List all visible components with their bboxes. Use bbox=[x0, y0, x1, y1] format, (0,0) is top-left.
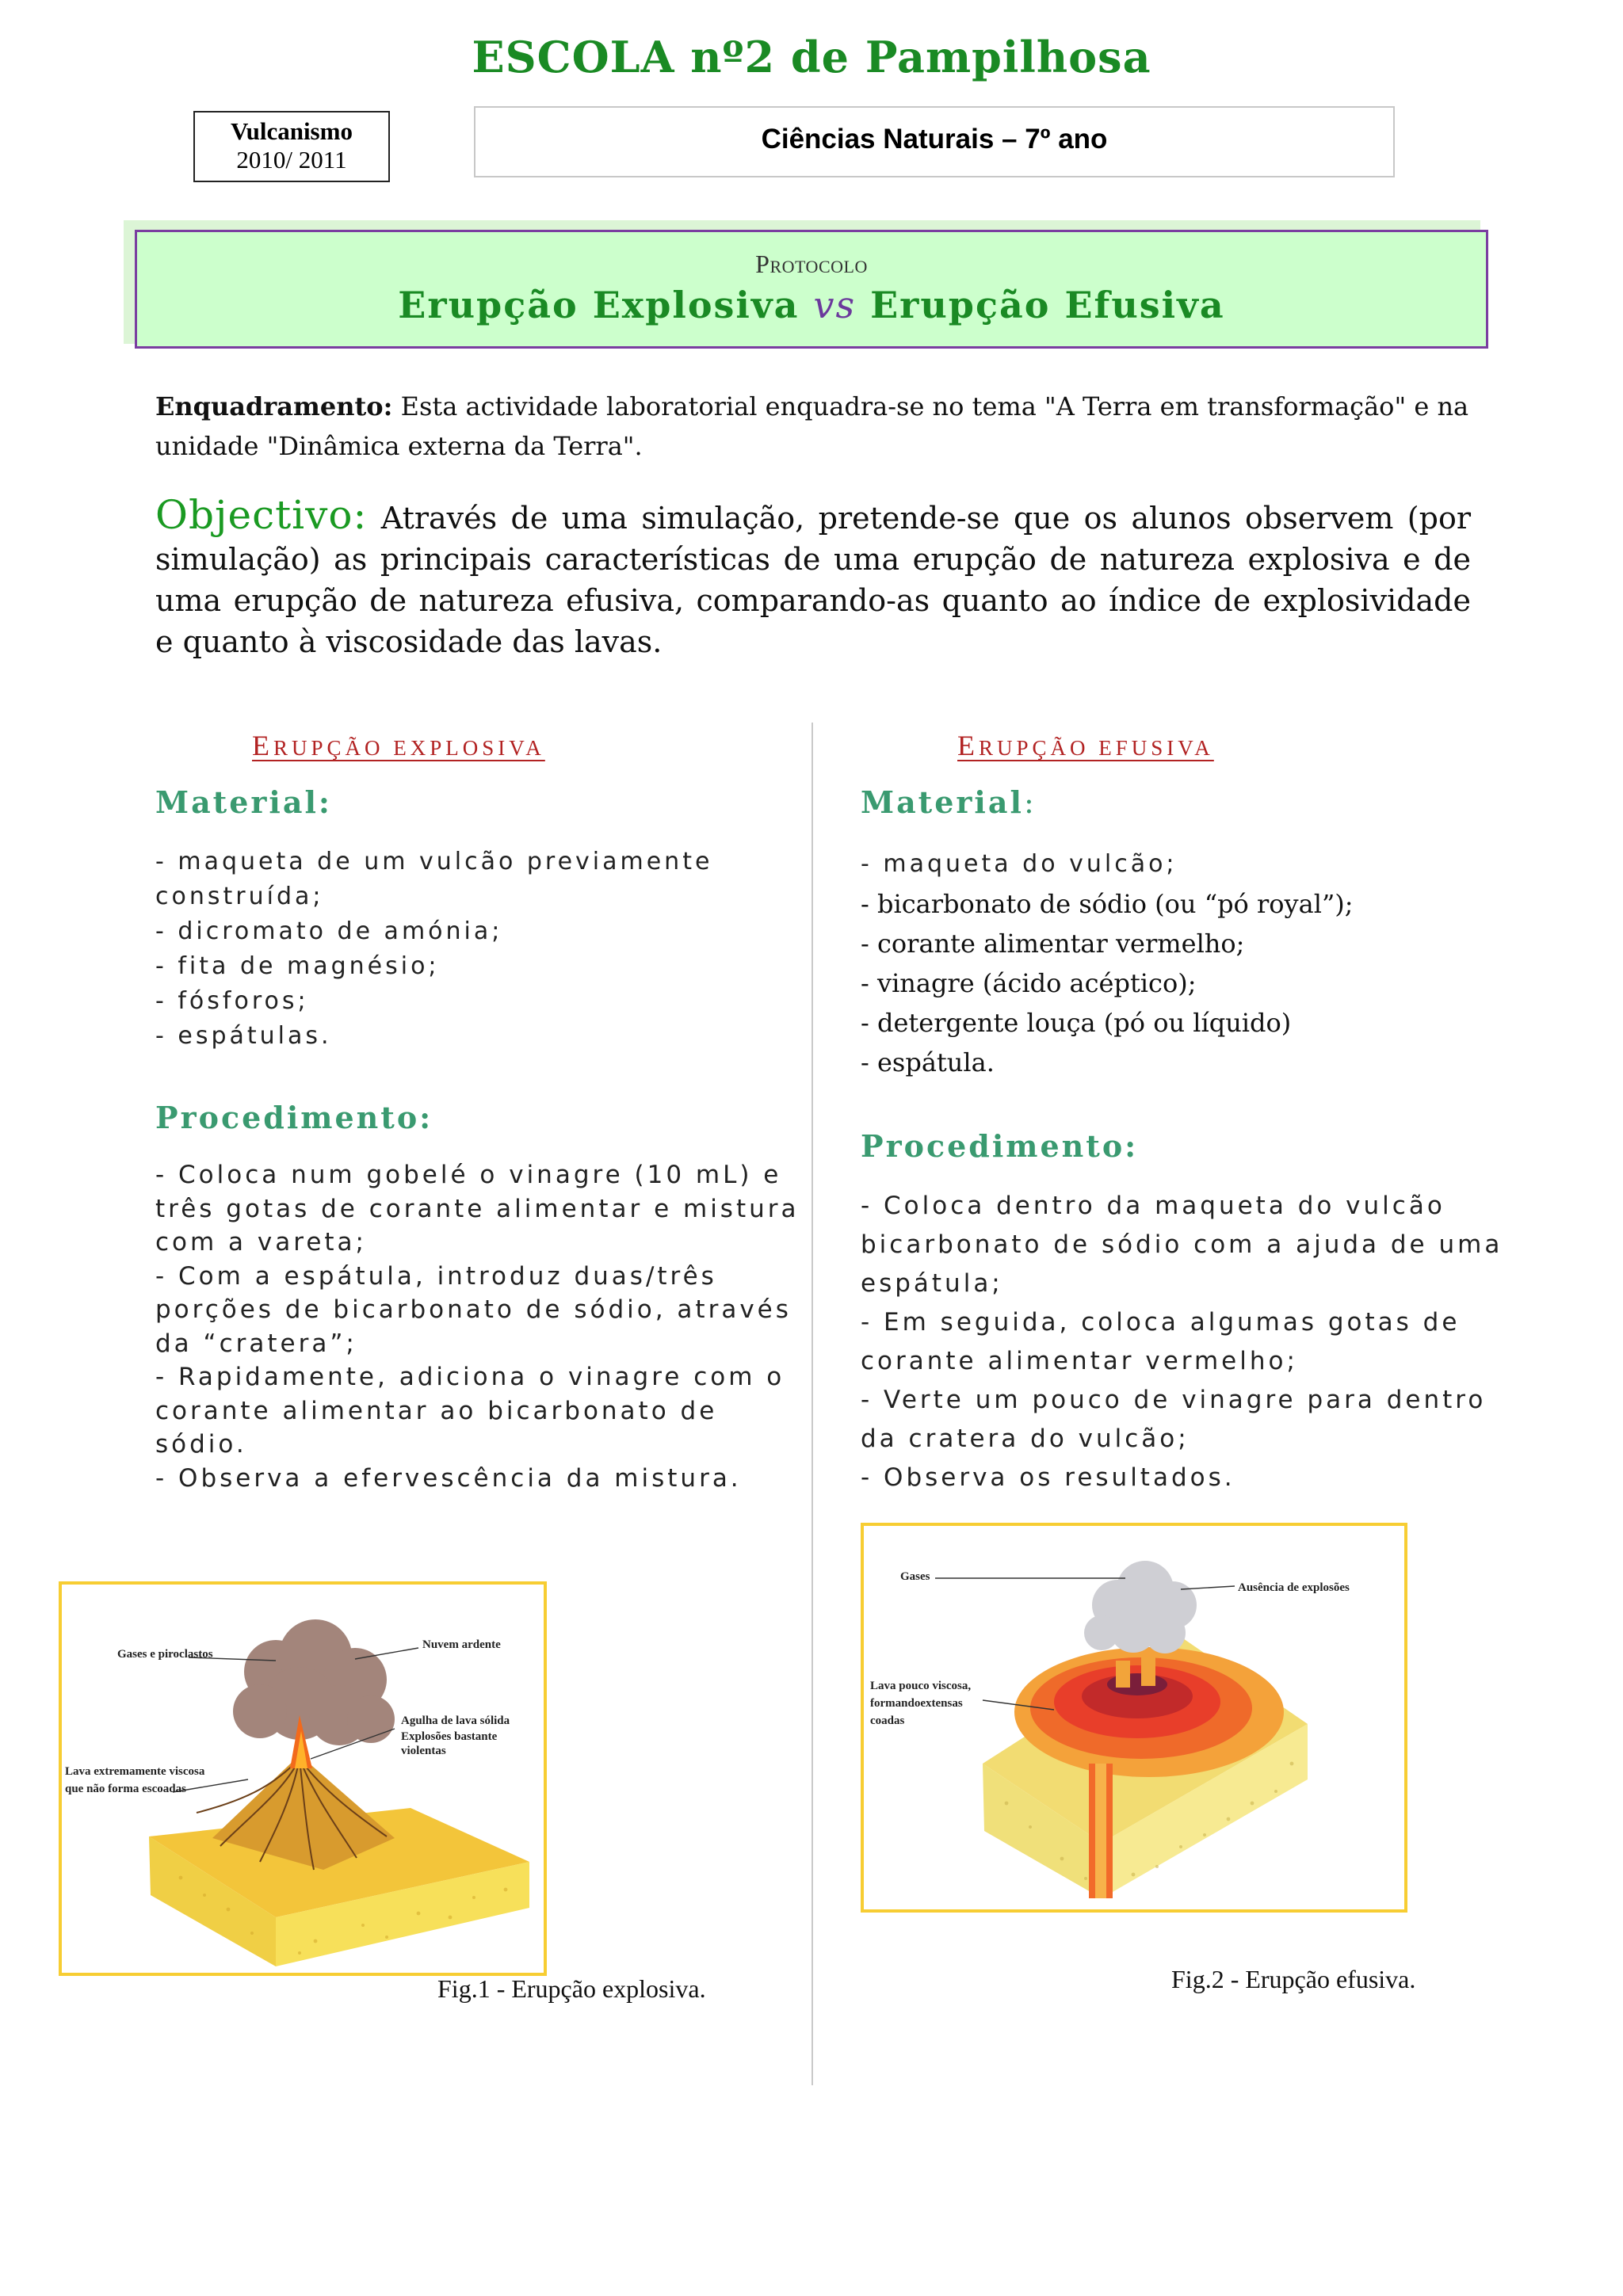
protocol-title-vs: vs bbox=[813, 284, 857, 326]
explosive-procedure-list bbox=[155, 1158, 800, 1495]
list-item: da “cratera”; bbox=[155, 1329, 357, 1358]
fig2-label-ausencia: Ausência de explosões bbox=[1238, 1581, 1350, 1594]
fig1-label-lava1: Lava extremamente viscosa bbox=[65, 1765, 205, 1778]
fig2-label-gases: Gases bbox=[900, 1570, 930, 1583]
effusive-material-title-colon: : bbox=[1023, 785, 1037, 820]
school-year: 2010/ 2011 bbox=[236, 146, 347, 174]
list-item: - Coloca dentro da maqueta do vulcão bbox=[861, 1192, 1445, 1220]
explosive-column-title bbox=[252, 729, 545, 762]
school-title: ESCOLA nº2 de Pampilhosa bbox=[472, 32, 1151, 82]
figure-2-caption: Fig.2 - Erupção efusiva. bbox=[1171, 1965, 1416, 1993]
list-item: - espátulas. bbox=[155, 1022, 332, 1050]
list-item: - Coloca num gobelé o vinagre (10 mL) e bbox=[155, 1161, 782, 1189]
effusive-material-title-text: Material bbox=[861, 784, 1024, 820]
effusive-column-title bbox=[957, 729, 1214, 762]
list-item: - fósforos; bbox=[155, 987, 309, 1015]
list-item: sódio. bbox=[155, 1430, 247, 1459]
effusive-title-rest: RUPÇÃO EFUSIVA bbox=[979, 736, 1214, 760]
list-item: bicarbonato de sódio com a ajuda de uma bbox=[861, 1230, 1503, 1259]
list-item: - Observa os resultados. bbox=[861, 1463, 1235, 1492]
framing-text: Esta actividade laboratorial enquadra-se no tema "A Terra em transformação" e na unidade "Dinâmica externa da Terra". bbox=[155, 391, 1469, 461]
fig1-label-violentas: violentas bbox=[401, 1745, 446, 1757]
protocol-label: Protocolo bbox=[755, 250, 868, 278]
list-item: - Verte um pouco de vinagre para dentro bbox=[861, 1386, 1487, 1414]
list-item: corante alimentar vermelho; bbox=[861, 1347, 1298, 1375]
effusive-procedure-title: Procedimento: bbox=[861, 1128, 1139, 1164]
fig1-label-lava2: que não forma escoadas bbox=[65, 1783, 186, 1795]
effusive-title-initial: E bbox=[957, 730, 979, 761]
objective-label: Objectivo: bbox=[155, 492, 368, 538]
list-item: da cratera do vulcão; bbox=[861, 1425, 1190, 1453]
framing-label: Enquadramento: bbox=[155, 391, 393, 421]
fig2-label-lava2: formandoextensas bbox=[870, 1697, 963, 1710]
explosive-title-initial: E bbox=[252, 730, 273, 761]
protocol-title-right: Erupção Efusiva bbox=[870, 284, 1225, 326]
list-item: - Em seguida, coloca algumas gotas de bbox=[861, 1308, 1461, 1337]
list-item: com a vareta; bbox=[155, 1228, 367, 1257]
list-item: - maqueta do vulcão; bbox=[861, 850, 1178, 878]
list-item: construída; bbox=[155, 883, 324, 910]
framing-paragraph bbox=[155, 387, 1471, 466]
list-item: - detergente louça (pó ou líquido) bbox=[861, 1008, 1292, 1038]
explosive-volcano-illustration bbox=[62, 1585, 544, 1973]
topic-label: Vulcanismo bbox=[231, 117, 353, 145]
fig1-label-gases: Gases e piroclastos bbox=[117, 1648, 213, 1661]
list-item: - fita de magnésio; bbox=[155, 952, 440, 980]
list-item: - maqueta de um vulcão previamente bbox=[155, 848, 713, 875]
list-item: - espátula. bbox=[861, 1047, 995, 1077]
explosive-material-list bbox=[155, 845, 712, 1054]
explosive-title-rest: RUPÇÃO EXPLOSIVA bbox=[273, 736, 545, 760]
objective-paragraph bbox=[155, 494, 1471, 662]
figure-1-caption: Fig.1 - Erupção explosiva. bbox=[437, 1974, 706, 2003]
explosive-material-title: Material: bbox=[155, 784, 332, 820]
fig2-label-lava3: coadas bbox=[870, 1714, 905, 1727]
effusive-volcano-illustration bbox=[864, 1526, 1404, 1909]
subject-box bbox=[474, 106, 1395, 177]
list-item: - dicromato de amónia; bbox=[155, 917, 503, 945]
list-item: - vinagre (ácido acéptico); bbox=[861, 968, 1197, 998]
list-item: corante alimentar ao bicarbonato de bbox=[155, 1396, 718, 1425]
fig1-label-agulha: Agulha de lava sólida bbox=[401, 1714, 510, 1727]
subject-label: Ciências Naturais – 7º ano bbox=[761, 124, 1108, 154]
effusive-material-serif-list bbox=[861, 884, 1354, 1082]
list-item: - Com a espátula, introduz duas/três bbox=[155, 1261, 717, 1291]
list-item: porções de bicarbonato de sódio, através bbox=[155, 1295, 792, 1324]
fig1-label-nuvem: Nuvem ardente bbox=[422, 1638, 501, 1651]
figure-explosive-eruption bbox=[59, 1581, 547, 1976]
list-item: - Observa a efervescência da mistura. bbox=[155, 1463, 742, 1493]
objective-text: Através de uma simulação, pretende-se que os alunos observem (por simulação) as principais características de uma erupção de natureza explosiva e de uma erupção de natureza efusiva, comparando-as quanto ao índice de explosividade e quanto à viscosidade das lavas. bbox=[155, 501, 1471, 659]
list-item: - corante alimentar vermelho; bbox=[861, 929, 1245, 959]
fig2-label-lava1: Lava pouco viscosa, bbox=[870, 1680, 972, 1692]
fig1-label-explosoes: Explosões bastante bbox=[401, 1730, 498, 1743]
protocol-banner bbox=[135, 230, 1488, 349]
effusive-procedure-list bbox=[861, 1187, 1503, 1497]
figure-effusive-eruption bbox=[861, 1523, 1407, 1913]
list-item: três gotas de corante alimentar e mistura bbox=[155, 1194, 800, 1223]
protocol-title bbox=[137, 284, 1486, 326]
topic-box bbox=[193, 111, 390, 182]
list-item: - bicarbonato de sódio (ou “pó royal”); bbox=[861, 889, 1354, 919]
protocol-title-left: Erupção Explosiva bbox=[398, 284, 800, 326]
list-item: espátula; bbox=[861, 1269, 1003, 1298]
explosive-procedure-title: Procedimento: bbox=[155, 1100, 433, 1135]
effusive-material-title bbox=[861, 784, 1037, 820]
effusive-material-list bbox=[861, 845, 1354, 1082]
list-item: - Rapidamente, adiciona o vinagre com o bbox=[155, 1363, 785, 1391]
column-divider bbox=[812, 723, 813, 2085]
